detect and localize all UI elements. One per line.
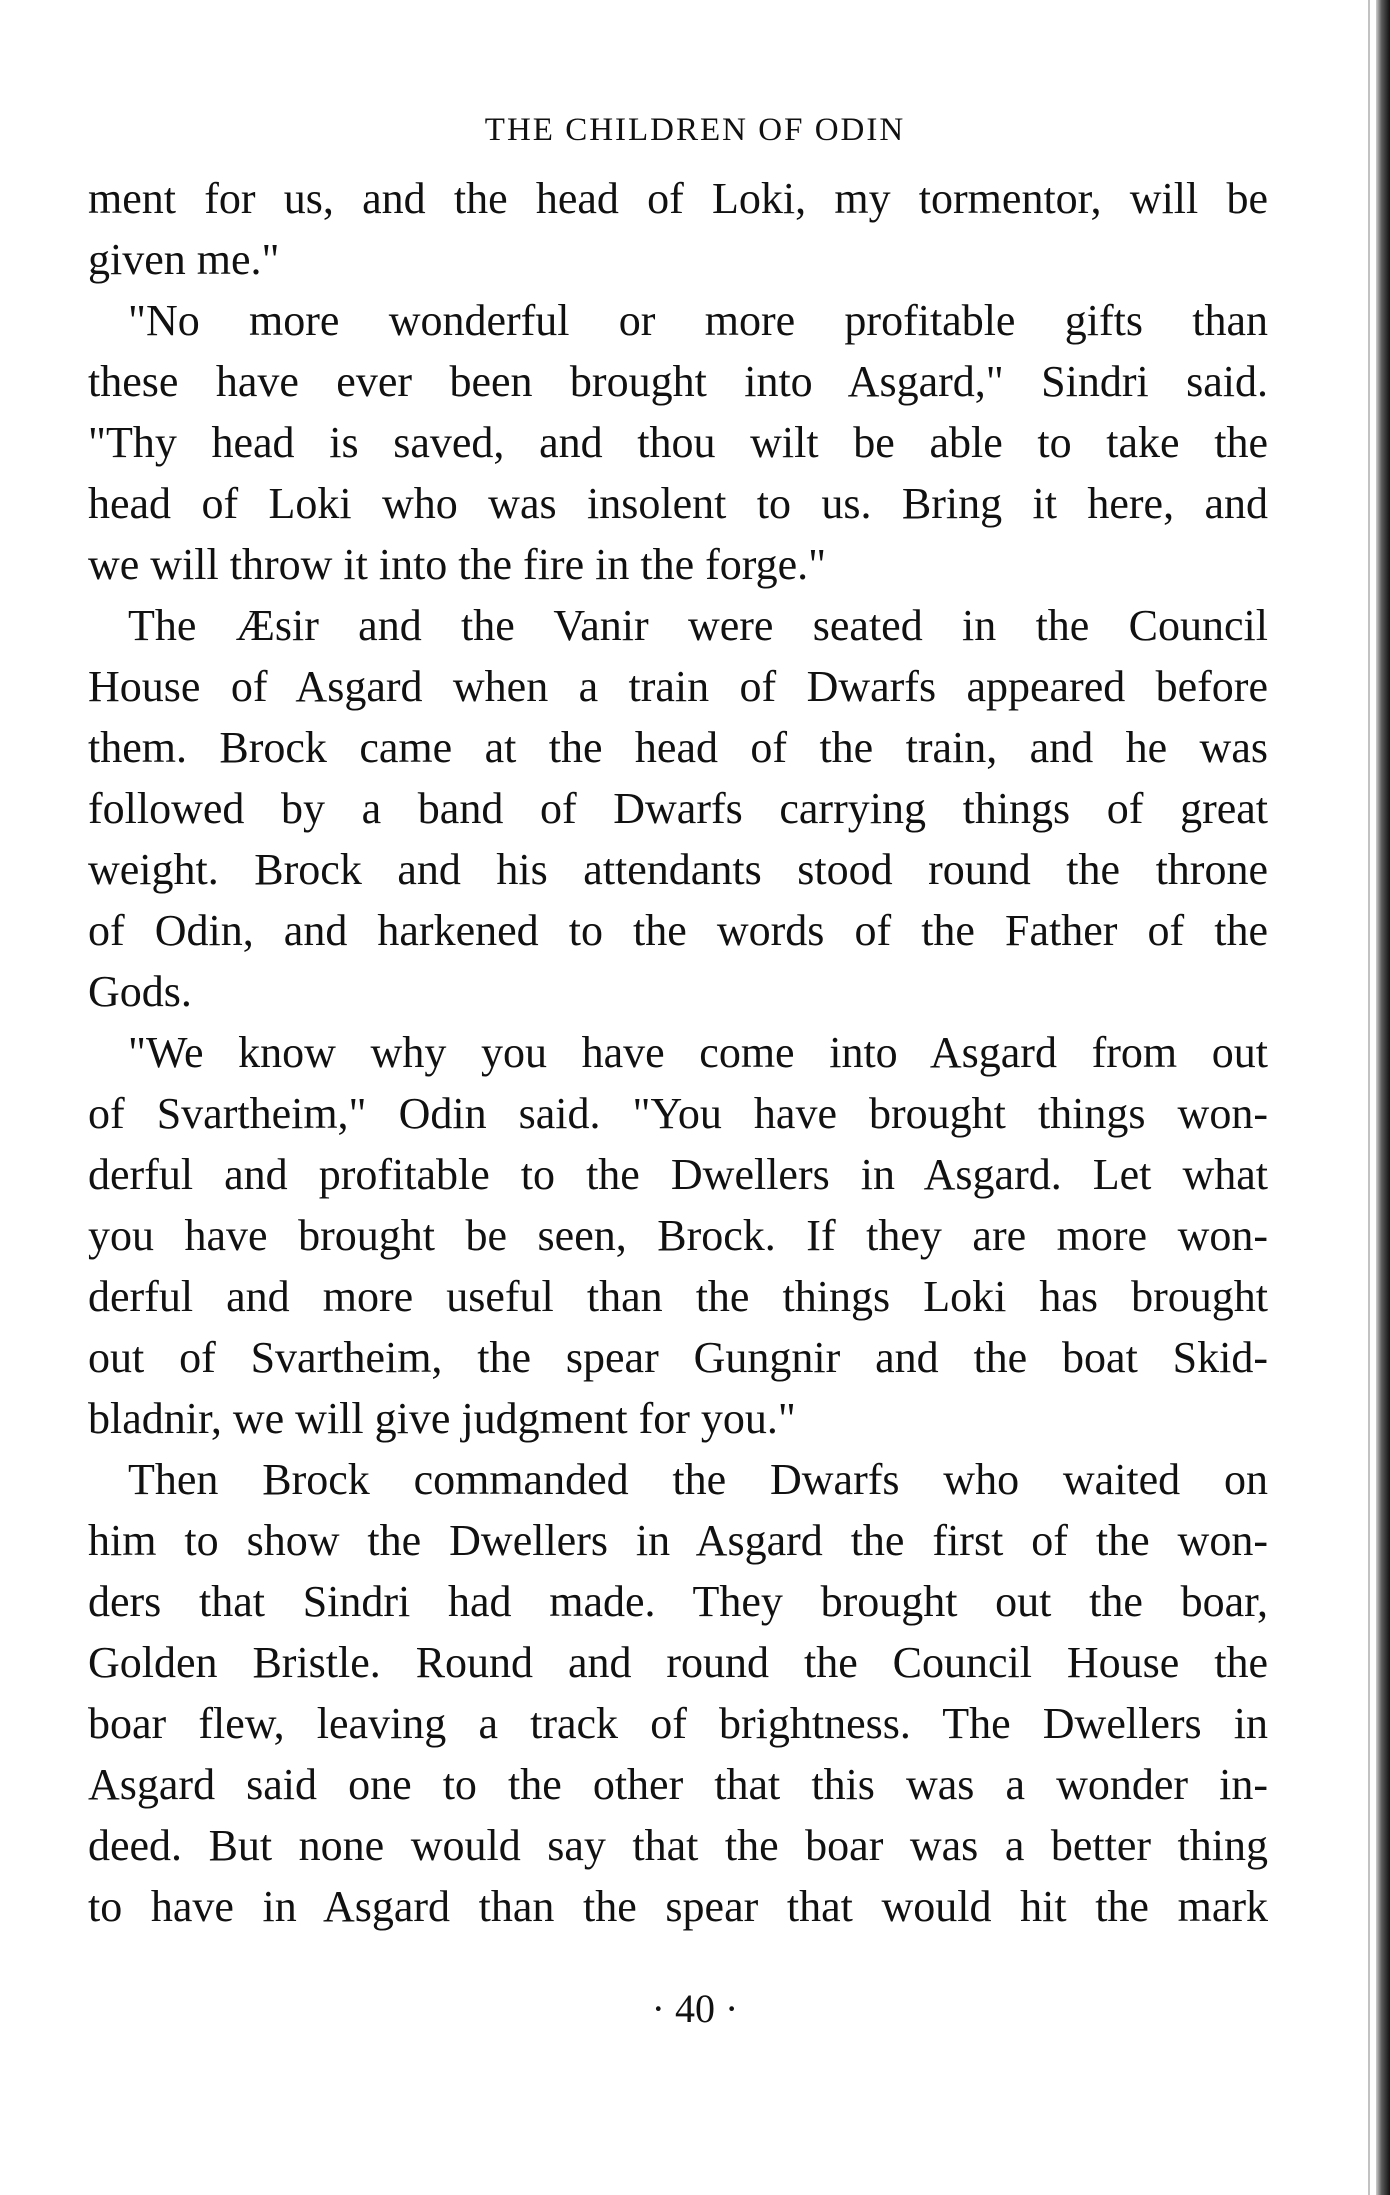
body-text (88, 168, 1268, 1937)
binding-shadow-line (1368, 0, 1370, 2195)
text-line: derful and profitable to the Dwellers in Asgard. Let what (88, 1150, 1268, 1199)
text-line: head of Loki who was insolent to us. Bring it here, and (88, 479, 1268, 528)
text-line: "We know why you have come into Asgard from out (128, 1028, 1268, 1077)
text-line: Then Brock commanded the Dwarfs who waited on (128, 1455, 1268, 1504)
page-number: · 40 · (651, 1986, 739, 2031)
text-line: him to show the Dwellers in Asgard the first of the won- (88, 1516, 1268, 1565)
text-line: we will throw it into the fire in the forge." (88, 540, 827, 589)
text-line: given me." (88, 235, 280, 284)
text-line: ment for us, and the head of Loki, my tormentor, will be (88, 174, 1268, 223)
text-line: boar flew, leaving a track of brightness. The Dwellers in (88, 1699, 1268, 1748)
text-line: Asgard said one to the other that this was a wonder in- (88, 1760, 1268, 1809)
text-line: of Odin, and harkened to the words of the Father of the (88, 906, 1268, 955)
text-line: them. Brock came at the head of the train, and he was (88, 723, 1268, 772)
running-head: THE CHILDREN OF ODIN (484, 112, 906, 148)
text-line: of Svartheim," Odin said. "You have brought things won- (88, 1089, 1268, 1138)
text-line: "No more wonderful or more profitable gifts than (128, 296, 1268, 345)
text-line: ders that Sindri had made. They brought out the boar, (88, 1577, 1268, 1626)
text-line: deed. But none would say that the boar was a better thing (88, 1821, 1268, 1870)
text-line: Gods. (88, 967, 192, 1016)
binding-edge (1376, 0, 1390, 2195)
text-line: bladnir, we will give judgment for you." (88, 1394, 796, 1443)
text-line: Golden Bristle. Round and round the Council House the (88, 1638, 1268, 1687)
text-line: to have in Asgard than the spear that would hit the mark (88, 1882, 1268, 1931)
text-line: derful and more useful than the things Loki has brought (88, 1272, 1268, 1321)
text-line: "Thy head is saved, and thou wilt be able to take the (88, 418, 1268, 467)
text-line: you have brought be seen, Brock. If they are more won- (88, 1211, 1268, 1260)
text-line: followed by a band of Dwarfs carrying things of great (88, 784, 1268, 833)
text-line: The Æsir and the Vanir were seated in the Council (128, 601, 1268, 650)
text-line: House of Asgard when a train of Dwarfs appeared before (88, 662, 1268, 711)
text-line: weight. Brock and his attendants stood round the throne (88, 845, 1268, 894)
text-line: these have ever been brought into Asgard," Sindri said. (88, 357, 1268, 406)
text-line: out of Svartheim, the spear Gungnir and the boat Skid- (88, 1333, 1268, 1382)
